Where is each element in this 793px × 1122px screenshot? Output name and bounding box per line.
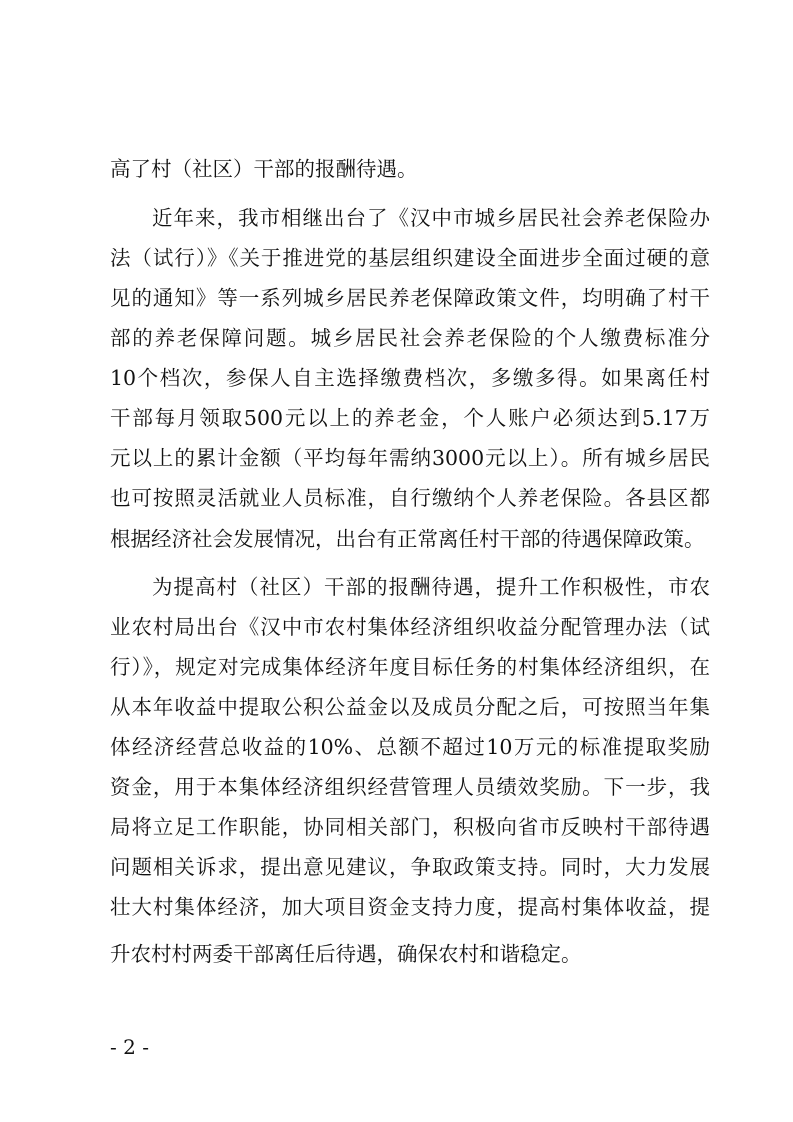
paragraph-line-13: 行）》，规定对完成集体经济年度目标任务的村集体经济组织，在 — [110, 655, 710, 679]
paragraph-line-1: 高了村（社区）干部的报酬待遇。 — [110, 157, 418, 181]
paragraph-line-18: 问题相关诉求，提出意见建议，争取政策支持。同时，大力发展 — [110, 855, 710, 879]
paragraph-line-20: 升农村村两委干部离任后待遇，确保农村和谐稳定。 — [110, 942, 582, 966]
paragraph-line-17: 局将立足工作职能，协同相关部门，积极向省市反映村干部待遇 — [110, 815, 710, 839]
paragraph-line-12: 业农村局出台《汉中市农村集体经济组织收益分配管理办法（试 — [110, 615, 710, 639]
paragraph-line-10: 根据经济社会发展情况，出台有正常离任村干部的待遇保障政策。 — [110, 527, 705, 551]
paragraph-line-16: 资金，用于本集体经济组织经营管理人员绩效奖励。下一步，我 — [110, 775, 710, 799]
paragraph-line-5: 部的养老保障问题。城乡居民社会养老保险的个人缴费标准分 — [110, 326, 710, 350]
page-number: - 2 - — [110, 1035, 149, 1059]
paragraph-line-7: 干部每月领取500元以上的养老金，个人账户必须达到5.17万 — [110, 406, 710, 430]
paragraph-line-4: 见的通知》等一系列城乡居民养老保障政策文件，均明确了村干 — [110, 286, 710, 310]
paragraph-line-15: 体经济经营总收益的10%、总额不超过10万元的标准提取奖励 — [110, 735, 710, 759]
paragraph-line-9: 也可按照灵活就业人员标准，自行缴纳个人养老保险。各县区都 — [110, 486, 710, 510]
paragraph-line-3: 法（试行）》《关于推进党的基层组织建设全面进步全面过硬的意 — [110, 246, 710, 270]
paragraph-line-14: 从本年收益中提取公积公益金以及成员分配之后，可按照当年集 — [110, 695, 710, 719]
paragraph-line-2: 近年来，我市相继出台了《汉中市城乡居民社会养老保险办 — [152, 206, 710, 230]
paragraph-line-19: 壮大村集体经济，加大项目资金支持力度，提高村集体收益，提 — [110, 895, 710, 919]
paragraph-line-8: 元以上的累计金额（平均每年需纳3000元以上）。所有城乡居民 — [110, 446, 710, 470]
paragraph-line-6: 10个档次，参保人自主选择缴费档次，多缴多得。如果离任村 — [110, 366, 710, 390]
paragraph-line-11: 为提高村（社区）干部的报酬待遇，提升工作积极性，市农 — [152, 575, 710, 599]
